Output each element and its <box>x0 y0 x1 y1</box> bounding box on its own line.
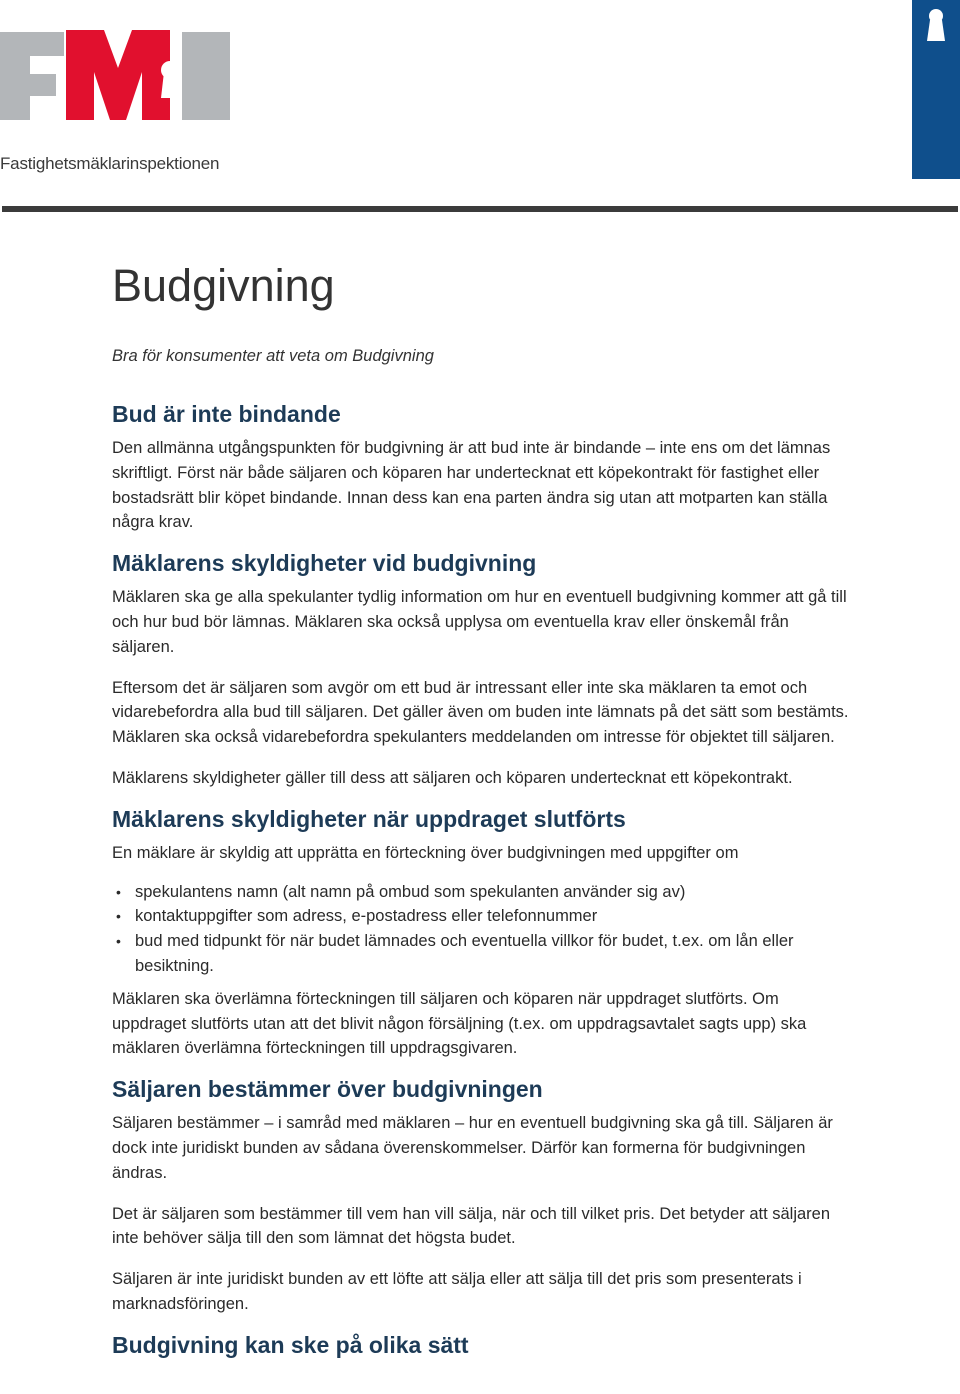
list-item: • bud med tidpunkt för när budet lämnades och eventuella villkor för budet, t.ex. om lån eller besiktning. <box>135 929 852 979</box>
paragraph: Den allmänna utgångspunkten för budgivning är att bud inte är bindande – inte ens om det lämnas skriftligt. Först när både säljaren och köparen har undertecknat ett köpekontrakt för fastighet eller bostadsrätt blir köpet bindande. Innan dess kan ena parten ändra sig utan att motparten kan ställa några krav. <box>112 439 831 532</box>
section-heading: Säljaren bestämmer över budgivningen <box>112 1076 543 1103</box>
paragraph: Det är säljaren som bestämmer till vem han vill sälja, när och till vilket pris. Det betyder att säljaren inte behöver sälja till den som lämnat det högsta budet. <box>112 1204 831 1248</box>
corner-badge <box>912 0 960 179</box>
section-heading: Budgivning kan ske på olika sätt <box>112 1331 469 1358</box>
keyhole-icon <box>161 61 179 98</box>
paragraph: Säljaren bestämmer – i samråd med mäklaren – hur en eventuell budgivning ska gå till. Säljaren är dock inte juridiskt bunden av sådana överenskommelser. Därför kan formerna för budgivningen ändras. <box>112 1114 833 1182</box>
brand-name: Fastighetsmäklarinspektionen <box>0 154 220 173</box>
article <box>112 258 852 1367</box>
header-divider <box>2 206 958 212</box>
page-title: Budgivning <box>112 260 335 311</box>
section-heading: Mäklarens skyldigheter när uppdraget slutförts <box>112 805 626 832</box>
lead-text: Bra för konsumenter att veta om Budgivning <box>112 347 434 365</box>
bullet-list <box>112 880 852 979</box>
paragraph: Eftersom det är säljaren som avgör om ett bud är intressant eller inte ska mäklaren ta emot och vidarebefordra alla bud till säljaren. Det gäller även om buden inte lämnats på det sätt som bestämts. Mäklaren ska också vidarebefordra spekulanters meddelanden om intresse för objektet till säljaren. <box>112 678 849 747</box>
paragraph: Mäklaren ska överlämna förteckningen till säljaren och köparen när uppdraget slutförts. Om uppdraget slutförts utan att det blivit någon försäljning (t.ex. om uppdragsavtalet sagts upp) ska mäklaren överlämna förteckningen till uppdragsgivaren. <box>112 989 807 1058</box>
person-keyhole-icon <box>925 8 947 44</box>
fmi-logo[interactable] <box>0 28 240 173</box>
section-heading: Bud är inte bindande <box>112 401 341 427</box>
fmi-logo-mark <box>0 28 240 128</box>
section-heading: Mäklarens skyldigheter vid budgivning <box>112 550 537 577</box>
list-item: • spekulantens namn (alt namn på ombud som spekulanten använder sig av) <box>135 880 852 905</box>
paragraph: En mäklare är skyldig att upprätta en förteckning över budgivningen med uppgifter om <box>112 843 739 862</box>
paragraph: Mäklaren ska ge alla spekulanter tydlig information om hur en eventuell budgivning kommer att gå till och hur bud bör lämnas. Mäklaren ska också upplysa om eventuella krav eller önskemål från säljaren. <box>112 588 847 656</box>
paragraph: Säljaren är inte juridiskt bunden av ett löfte att sälja eller att sälja till det pris som presenterats i marknadsföringen. <box>112 1270 802 1313</box>
list-item: • kontaktuppgifter som adress, e-postadress eller telefonnummer <box>135 904 852 929</box>
paragraph: Mäklarens skyldigheter gäller till dess att säljaren och köparen undertecknat ett köpekontrakt. <box>112 768 793 787</box>
